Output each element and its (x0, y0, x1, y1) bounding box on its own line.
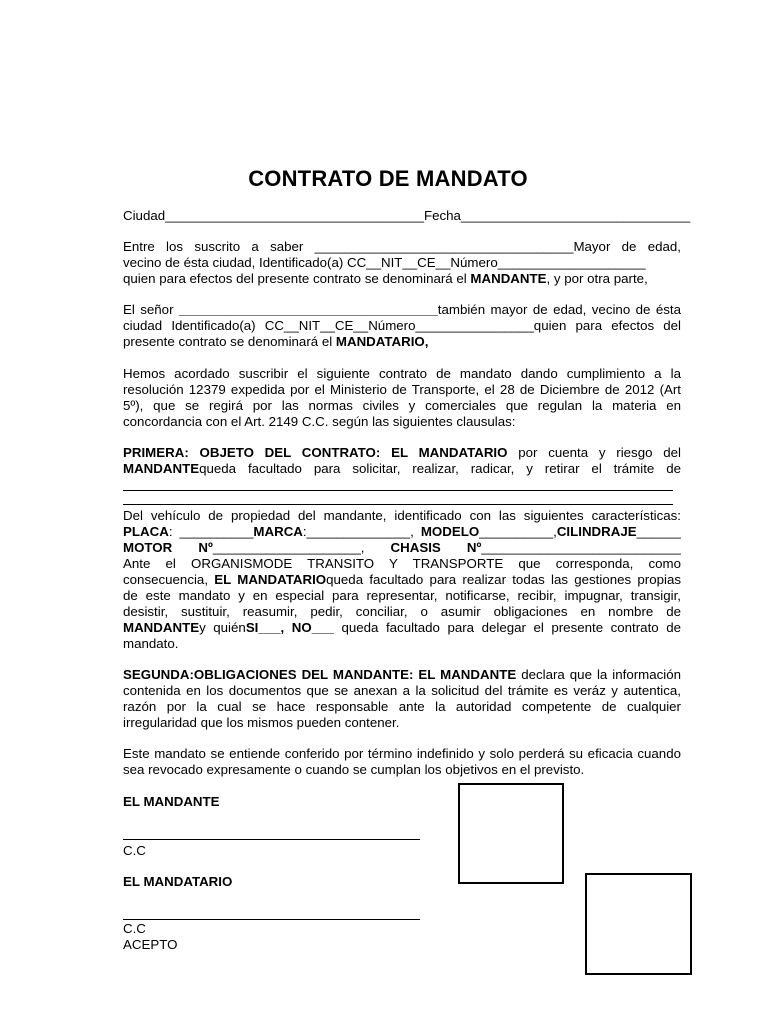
segunda-line-4: irregularidad que los mismos pueden contener. (123, 715, 400, 730)
placa-line: PLACA: __________MARCA:______________, MODELO__________,CILINDRAJE______ (123, 524, 681, 539)
consecuencia-line: consecuencia, EL MANDATARIOqueda facultado para realizar todas las gestiones propias (123, 572, 681, 587)
desistir-line: desistir, sustituir, reasumir, pedir, conciliar, o asumir obligaciones en nombre de (123, 604, 681, 619)
acuerdo-line-1: Hemos acordado suscribir el siguiente contrato de mandato dando cumplimiento a la (123, 366, 681, 381)
mandante-label: EL MANDANTE (123, 794, 220, 809)
acuerdo-line-4: concordancia con el Art. 2149 C.C. según las siguientes clausulas: (123, 414, 516, 429)
intro-line-3: quien para efectos del presente contrato se denominará el MANDANTE, y por otra parte, (123, 271, 648, 286)
acepto-label: ACEPTO (123, 937, 178, 952)
segunda-line-2: contenida en los documentos que se anexan a la solicitud del trámite es veráz y autentica, (123, 683, 681, 698)
mandatario-label: EL MANDATARIO (123, 874, 233, 889)
senor-line-3: presente contrato se denominará el MANDATARIO, (123, 334, 429, 349)
mandatario-cc: C.C (123, 921, 146, 936)
primera-line-2: MANDANTEqueda facultado para solicitar, realizar, radicar, y retirar el trámite de (123, 461, 681, 476)
acuerdo-line-2: resolución 12379 expedida por el Ministerio de Transporte, el 28 de Diciembre de 2012 (Art (123, 382, 681, 397)
mandato-line: mandato. (123, 636, 179, 651)
motor-line: MOTOR Nº____________________, CHASIS Nº___________________________ (123, 540, 681, 555)
blank-rule-1 (123, 490, 673, 491)
delegar-line: MANDANTEy quiénSI___, NO___ queda facultado para delegar el presente contrato de (123, 620, 681, 635)
termino-line-1: Este mandato se entiende conferido por término indefinido y solo perderá su eficacia cuando (123, 746, 681, 761)
fingerprint-box-mandatario (585, 873, 692, 975)
termino-line-2: sea revocado expresamente o cuando se cumplan los objetivos en el previsto. (123, 762, 585, 777)
mandante-cc: C.C (123, 843, 146, 858)
senor-line-2: ciudad Identificado(a) CC__NIT__CE__Número________________quien para efectos del (123, 318, 681, 333)
document-title: CONTRATO DE MANDATO (248, 166, 528, 191)
intro-line-2: vecino de ésta ciudad, Identificado(a) CC__NIT__CE__Número____________________ (123, 255, 646, 270)
mandante-signature-line (123, 839, 420, 840)
fingerprint-box-mandante (458, 783, 564, 884)
representar-line: de este mandato y en especial para representar, notificarse, recibir, impugnar, transigir, (123, 588, 681, 603)
senor-line-1: El señor ___________________________________también mayor de edad, vecino de ésta (123, 302, 681, 317)
segunda-line-3: razón por la cual se hace responsable ante la autoridad competente de cualquier (123, 699, 681, 714)
line-ciudad-fecha: Ciudad___________________________________Fecha_______________________________ (123, 208, 691, 223)
segunda-line-1: SEGUNDA:OBLIGACIONES DEL MANDANTE: EL MANDANTE declara que la información (123, 667, 681, 682)
organismo-line: Ante el ORGANISMODE TRANSITO Y TRANSPORTE que corresponda, como (123, 556, 681, 571)
acuerdo-line-3: 5º), que se regirá por las normas civiles y comerciales que regulan la materia en (123, 398, 681, 413)
intro-line-1: Entre los suscrito a saber ___________________________________Mayor de edad, (123, 239, 681, 254)
mandatario-signature-line (123, 919, 420, 920)
primera-line-1: PRIMERA: OBJETO DEL CONTRATO: EL MANDATARIO por cuenta y riesgo del (123, 445, 681, 460)
vehiculo-line-1: Del vehículo de propiedad del mandante, identificado con las siguientes características: (123, 508, 681, 523)
blank-rule-2 (123, 504, 673, 505)
